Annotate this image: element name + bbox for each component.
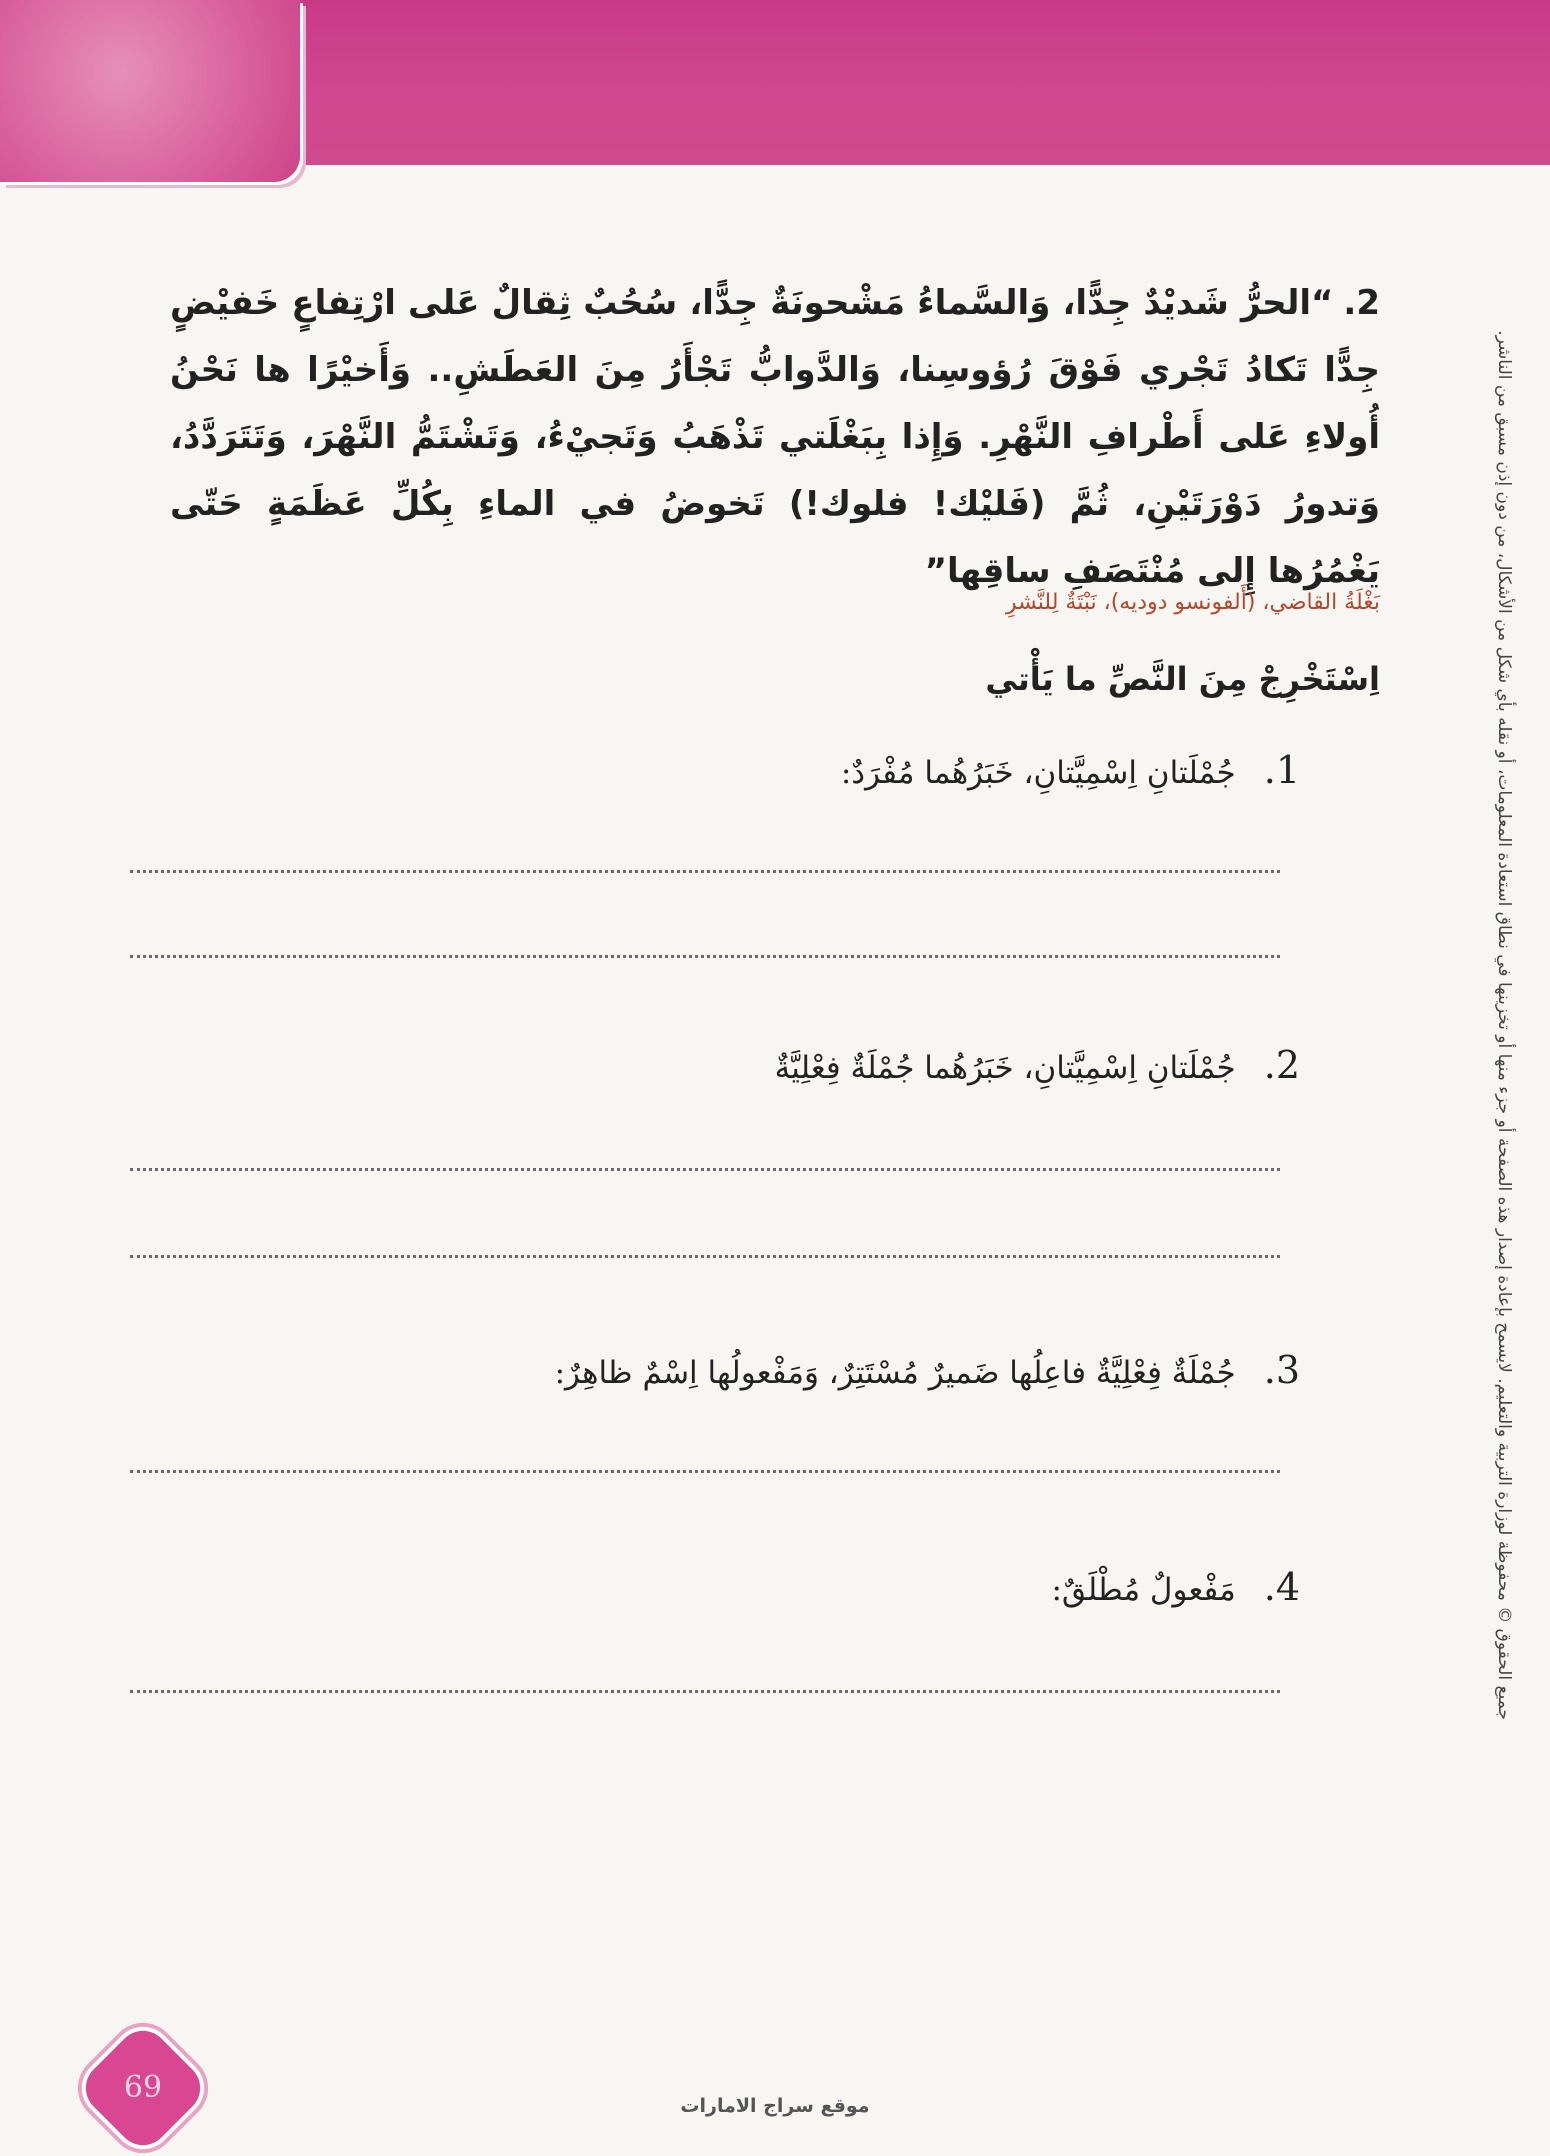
question-text: جُمْلَتانِ اِسْمِيَّتانِ، خَبَرُهُما جُمْلَةٌ فِعْلِيَّةٌ: [774, 1050, 1236, 1086]
question-number: 4.: [1263, 1565, 1300, 1609]
answer-line[interactable]: [130, 1470, 1280, 1473]
question-2: [775, 1043, 1300, 1087]
question-number: 1.: [1263, 748, 1300, 792]
reading-passage: [170, 270, 1380, 605]
copyright-side-note: جميع الحقوق © محفوظة لوزارة التربية والتعليم. لايسمح بإعادة إصدار هذه الصفحة أو جزء منها أو تخزينها في نطاق استعادة المعلومات، أو نقله بأي شكل من الأشكال، من دون إذن مسبق من الناشر.: [1494, 330, 1514, 1720]
passage-citation: بَغْلَةُ القاضي، (أَلفونسو دوديه)، نَبْتَةٌ لِلنَّشرِ: [1006, 590, 1380, 615]
footer-site-name: موقع سراج الامارات: [680, 2095, 870, 2117]
question-number: 2.: [1263, 1043, 1300, 1087]
answer-line[interactable]: [130, 1255, 1280, 1258]
question-text: جُمْلَتانِ اِسْمِيَّتانِ، خَبَرُهُما مُفْرَدٌ:: [840, 755, 1236, 791]
question-1: [841, 748, 1300, 792]
question-4: [1051, 1565, 1300, 1609]
answer-line[interactable]: [130, 955, 1280, 958]
passage-text: “الحرُّ شَديْدٌ جِدًّا، وَالسَّماءُ مَشْحونَةٌ جِدًّا، سُحُبٌ ثِقالٌ عَلى ارْتِفاعٍ خَفيْضٍ جِدًّا تَكادُ تَجْري فَوْقَ رُؤوسِنا، وَالدَّوابُّ تَجْأَرُ مِنَ العَطَشِ.. وَأَخيْرًا ها نَحْنُ أُولاءِ عَلى أَطْرافِ النَّهْرِ. وَإِذا بِبَغْلَتي تَذْهَبُ وَتَجيْءُ، وَتَشْتَمُّ النَّهْرَ، وَتَتَرَدَّدُ، وَتدورُ دَوْرَتَيْنِ، ثُمَّ (فَليْك! فلوك!) تَخوضُ في الماءِ بِكُلِّ عَظَمَةٍ حَتّى يَغْمُرُها إِلى مُنْتَصَفِ ساقِها”: [170, 283, 1380, 591]
question-text: جُمْلَةٌ فِعْلِيَّةٌ فاعِلُها ضَميرٌ مُسْتَتِرٌ، وَمَفْعولُها اِسْمٌ ظاهِرٌ:: [554, 1355, 1236, 1391]
question-text: مَفْعولٌ مُطْلَقٌ:: [1051, 1572, 1236, 1608]
answer-line[interactable]: [130, 1168, 1280, 1171]
answer-line[interactable]: [130, 1690, 1280, 1693]
header-decorative-tab: [0, 0, 300, 182]
answer-line[interactable]: [130, 870, 1280, 873]
page-number: 69: [123, 2070, 163, 2105]
exercise-instruction: اِسْتَخْرِجْ مِنَ النَّصِّ ما يَأْتي: [985, 660, 1380, 698]
question-3: [555, 1348, 1300, 1392]
question-number: 3.: [1263, 1348, 1300, 1392]
passage-number: 2.: [1343, 283, 1380, 323]
